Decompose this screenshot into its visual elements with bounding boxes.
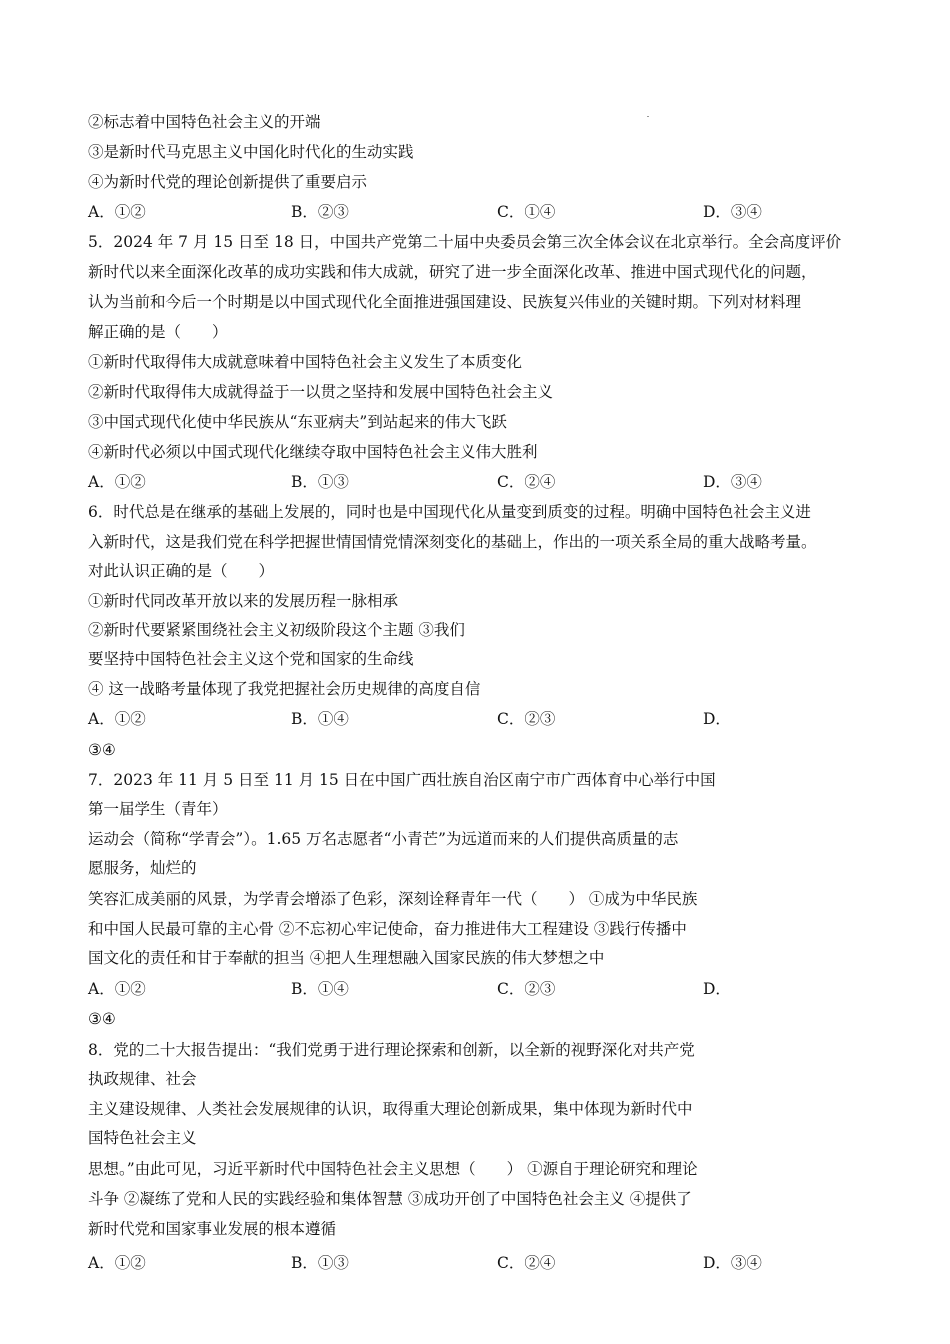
q7-option-d-value: ③④	[88, 1010, 116, 1028]
q8-option-a: A．①②	[88, 1254, 146, 1272]
q8-stem-line: 8．党的二十大报告提出：“我们党勇于进行理论探索和创新，以全新的视野深化对共产党	[88, 1041, 695, 1059]
q6-stem-line: 6．时代总是在继承的基础上发展的，同时也是中国现代化从量变到质变的过程。明确中国特色社会主义进	[88, 503, 811, 521]
q4-item-3: ③是新时代马克思主义中国化时代化的生动实践	[88, 143, 414, 161]
q5-item-2: ②新时代取得伟大成就得益于一以贯之坚持和发展中国特色社会主义	[88, 383, 554, 401]
q7-option-c: C．②③	[497, 980, 556, 998]
q5-item-1: ①新时代取得伟大成就意味着中国特色社会主义发生了本质变化	[88, 353, 523, 371]
q8-stem-line: 国特色社会主义	[88, 1129, 197, 1147]
q8-stem-line: 思想。”由此可见，习近平新时代中国特色社会主义思想（ ） ①源自于理论研究和理论	[88, 1160, 698, 1178]
q7-option-a: A．①②	[88, 980, 146, 998]
q5-option-a: A．①②	[88, 473, 146, 491]
q5-stem-line: 新时代以来全面深化改革的成功实践和伟大成就，研究了进一步全面深化改革、推进中国式现代化的问题，	[88, 263, 817, 281]
q6-stem-line: 对此认识正确的是（ ）	[88, 562, 275, 580]
q6-option-a: A．①②	[88, 710, 146, 728]
q8-stem-line: 新时代党和国家事业发展的根本遵循	[88, 1220, 337, 1238]
q6-item-2: ②新时代要紧紧围绕社会主义初级阶段这个主题 ③我们	[88, 621, 465, 639]
q7-stem-line: 和中国人民最可靠的主心骨 ②不忘初心牢记使命，奋力推进伟大工程建设 ③践行传播中	[88, 920, 687, 938]
q7-stem-line: 7．2023 年 11 月 5 日至 11 月 15 日在中国广西壮族自治区南宁市广西体育中心举行中国	[88, 771, 716, 789]
q6-item-3: 要坚持中国特色社会主义这个党和国家的生命线	[88, 650, 414, 668]
q4-item-4: ④为新时代党的理论创新提供了重要启示	[88, 173, 368, 191]
q5-item-3: ③中国式现代化使中华民族从“东亚病夫”到站起来的伟大飞跃	[88, 413, 507, 431]
scan-speck	[647, 116, 649, 117]
q7-option-b: B．①④	[291, 980, 349, 998]
q5-option-d: D．③④	[703, 473, 762, 491]
q6-stem-line: 入新时代，这是我们党在科学把握世情国情党情深刻变化的基础上，作出的一项关系全局的重大战略考量。	[88, 533, 817, 551]
q7-stem-line: 愿服务，灿烂的	[88, 859, 197, 877]
q8-stem-line: 执政规律、社会	[88, 1070, 197, 1088]
q7-stem-line: 笑容汇成美丽的风景，为学青会增添了色彩，深刻诠释青年一代（ ） ①成为中华民族	[88, 890, 698, 908]
q6-item-1: ①新时代同改革开放以来的发展历程一脉相承	[88, 592, 399, 610]
q5-option-b: B．①③	[291, 473, 349, 491]
q8-option-c: C．②④	[497, 1254, 556, 1272]
q4-option-d: D．③④	[703, 203, 762, 221]
q5-stem-line: 5．2024 年 7 月 15 日至 18 日，中国共产党第二十届中央委员会第三次全体会议在北京举行。全会高度评价	[88, 233, 842, 251]
q7-option-d: D．	[703, 980, 731, 998]
q5-option-c: C．②④	[497, 473, 556, 491]
q6-option-b: B．①④	[291, 710, 349, 728]
q8-stem-line: 斗争 ②凝练了党和人民的实践经验和集体智慧 ③成功开创了中国特色社会主义 ④提供了	[88, 1190, 692, 1208]
q5-stem-line: 认为当前和今后一个时期是以中国式现代化全面推进强国建设、民族复兴伟业的关键时期。下列对材料理	[88, 293, 802, 311]
q4-option-a: A．①②	[88, 203, 146, 221]
q8-option-b: B．①③	[291, 1254, 349, 1272]
q6-option-d-value: ③④	[88, 741, 116, 759]
q4-item-2: ②标志着中国特色社会主义的开端	[88, 113, 321, 131]
q8-stem-line: 主义建设规律、人类社会发展规律的认识，取得重大理论创新成果，集中体现为新时代中	[88, 1100, 693, 1118]
q6-option-c: C．②③	[497, 710, 556, 728]
q7-stem-line: 第一届学生（青年）	[88, 800, 228, 818]
q6-option-d: D．	[703, 710, 731, 728]
q4-option-c: C．①④	[497, 203, 556, 221]
q5-stem-line: 解正确的是（ ）	[88, 323, 228, 341]
q5-item-4: ④新时代必须以中国式现代化继续夺取中国特色社会主义伟大胜利	[88, 443, 538, 461]
q7-stem-line: 国文化的责任和甘于奉献的担当 ④把人生理想融入国家民族的伟大梦想之中	[88, 949, 605, 967]
q8-option-d: D．③④	[703, 1254, 762, 1272]
q4-option-b: B．②③	[291, 203, 349, 221]
q7-stem-line: 运动会（简称“学青会”）。1.65 万名志愿者“小青芒”为远道而来的人们提供高质量的志	[88, 830, 679, 848]
q6-item-4: ④ 这一战略考量体现了我党把握社会历史规律的高度自信	[88, 680, 481, 698]
